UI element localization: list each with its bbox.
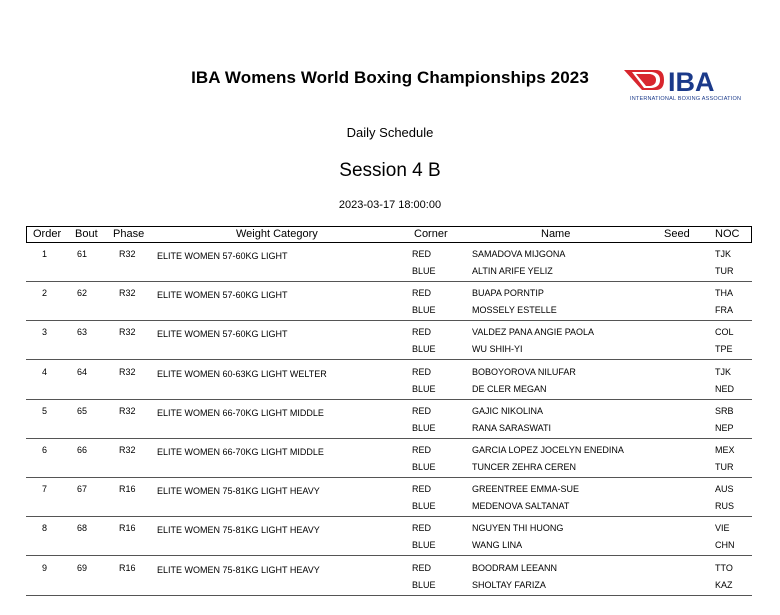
table-row (26, 440, 752, 478)
cell-name-red: GAJIC NIKOLINA (472, 405, 544, 416)
cell-order: 2 (42, 288, 48, 299)
cell-corner-blue: BLUE (412, 266, 436, 276)
cell-noc-red: VIE (715, 523, 730, 534)
cell-noc-blue: TUR (715, 462, 734, 472)
cell-bout: 69 (77, 562, 88, 573)
cell-order: 7 (42, 484, 48, 495)
cell-noc-blue: KAZ (715, 579, 733, 590)
cell-name-red: BOBOYOROVA NILUFAR (472, 366, 576, 377)
cell-corner-blue: BLUE (412, 422, 436, 433)
cell-name-blue: MOSSELY ESTELLE (472, 305, 557, 316)
row-divider (26, 281, 752, 282)
cell-name-blue: MEDENOVA SALTANAT (472, 501, 570, 512)
cell-corner-blue: BLUE (412, 540, 436, 551)
cell-corner-blue: BLUE (412, 501, 436, 512)
row-divider (26, 438, 752, 439)
cell-phase: R32 (119, 327, 136, 338)
header-weight-category: Weight Category (236, 228, 318, 240)
iba-logo-mark-icon (622, 66, 750, 98)
cell-corner-red: RED (412, 523, 432, 534)
cell-name-red: NGUYEN THI HUONG (472, 523, 564, 534)
table-row (26, 322, 752, 360)
row-divider (26, 477, 752, 478)
cell-name-blue: RANA SARASWATI (472, 422, 552, 433)
cell-noc-blue: CHN (715, 540, 735, 551)
table-row (26, 283, 752, 321)
cell-noc-red: COL (715, 327, 734, 338)
header-noc: NOC (715, 228, 740, 240)
header-phase: Phase (113, 228, 145, 240)
cell-corner-red: RED (412, 288, 432, 299)
logo-text: IBA (668, 67, 715, 97)
cell-noc-blue: TPE (715, 344, 733, 355)
cell-corner-red: RED (412, 562, 432, 573)
cell-order: 3 (42, 327, 48, 338)
cell-corner-red: RED (412, 249, 432, 259)
row-divider (26, 359, 752, 360)
cell-phase: R16 (119, 562, 136, 573)
session-datetime: 2023-03-17 18:00:00 (338, 199, 442, 211)
cell-phase: R32 (119, 445, 136, 455)
cell-corner-blue: BLUE (412, 462, 436, 472)
cell-name-blue: TUNCER ZEHRA CEREN (472, 462, 577, 472)
cell-noc-red: MEX (715, 445, 735, 455)
cell-phase: R32 (119, 366, 136, 377)
cell-noc-red: THA (715, 288, 733, 299)
cell-noc-red: TTO (715, 562, 733, 573)
cell-corner-blue: BLUE (412, 579, 436, 590)
cell-bout: 62 (77, 288, 88, 299)
page-title: IBA Womens World Boxing Championships 2023 (191, 68, 589, 87)
cell-phase: R32 (119, 288, 136, 299)
row-divider (26, 399, 752, 400)
cell-name-red: BUAPA PORNTIP (472, 288, 544, 299)
cell-name-red: SAMADOVA MIJGONA (472, 249, 566, 259)
header-name: Name (541, 228, 571, 240)
session-title: Session 4 B (339, 160, 441, 181)
table-row (26, 401, 752, 439)
cell-weight-category: ELITE WOMEN 75-81KG LIGHT HEAVY (157, 486, 320, 497)
cell-corner-blue: BLUE (412, 383, 436, 394)
cell-bout: 64 (77, 366, 88, 377)
cell-name-red: BOODRAM LEEANN (472, 562, 558, 573)
cell-weight-category: ELITE WOMEN 66-70KG LIGHT MIDDLE (157, 447, 324, 457)
cell-noc-blue: RUS (715, 501, 735, 512)
cell-order: 8 (42, 523, 48, 534)
cell-weight-category: ELITE WOMEN 57-60KG LIGHT (157, 290, 288, 301)
cell-name-red: VALDEZ PANA ANGIE PAOLA (472, 327, 595, 338)
cell-order: 6 (42, 445, 48, 455)
table-header (26, 226, 752, 243)
cell-corner-red: RED (412, 405, 432, 416)
cell-order: 9 (42, 562, 48, 573)
cell-name-blue: ALTIN ARIFE YELIZ (472, 266, 553, 276)
cell-corner-red: RED (412, 327, 432, 338)
row-divider (26, 555, 752, 556)
cell-name-red: GARCIA LOPEZ JOCELYN ENEDINA (472, 445, 624, 455)
cell-noc-blue: TUR (715, 266, 734, 276)
cell-phase: R32 (119, 249, 136, 259)
cell-bout: 67 (77, 484, 88, 495)
header-bout: Bout (75, 228, 98, 240)
table-row (26, 479, 752, 517)
cell-noc-blue: NED (715, 383, 735, 394)
cell-noc-red: AUS (715, 484, 734, 495)
row-divider (26, 320, 752, 321)
cell-name-blue: SHOLTAY FARIZA (472, 579, 546, 590)
table-row (26, 362, 752, 400)
cell-weight-category: ELITE WOMEN 57-60KG LIGHT (157, 251, 288, 261)
cell-corner-red: RED (412, 484, 432, 495)
cell-weight-category: ELITE WOMEN 57-60KG LIGHT (157, 329, 288, 340)
cell-bout: 68 (77, 523, 88, 534)
logo-caption: INTERNATIONAL BOXING ASSOCIATION (630, 96, 742, 102)
header-corner: Corner (414, 228, 448, 240)
cell-order: 4 (42, 366, 48, 377)
cell-weight-category: ELITE WOMEN 75-81KG LIGHT HEAVY (157, 525, 320, 536)
cell-order: 5 (42, 405, 48, 416)
table-row (26, 518, 752, 556)
cell-name-blue: WANG LINA (472, 540, 523, 551)
page-subtitle: Daily Schedule (346, 125, 434, 140)
cell-corner-blue: BLUE (412, 305, 436, 316)
table-row (26, 244, 752, 282)
cell-noc-blue: FRA (715, 305, 733, 316)
cell-bout: 66 (77, 445, 88, 455)
table-row (26, 558, 752, 596)
cell-corner-blue: BLUE (412, 344, 436, 355)
cell-weight-category: ELITE WOMEN 60-63KG LIGHT WELTER (157, 368, 327, 379)
cell-noc-blue: NEP (715, 422, 734, 433)
row-divider (26, 516, 752, 517)
header-seed: Seed (664, 228, 690, 240)
header-order: Order (33, 228, 62, 240)
cell-order: 1 (42, 249, 48, 259)
cell-bout: 65 (77, 405, 88, 416)
cell-name-blue: DE CLER MEGAN (472, 383, 547, 394)
cell-phase: R16 (119, 484, 136, 495)
row-divider (26, 595, 752, 596)
cell-weight-category: ELITE WOMEN 75-81KG LIGHT HEAVY (157, 564, 320, 575)
cell-bout: 63 (77, 327, 88, 338)
cell-corner-red: RED (412, 445, 432, 455)
cell-phase: R16 (119, 523, 136, 534)
cell-noc-red: TJK (715, 249, 732, 259)
cell-bout: 61 (77, 249, 88, 259)
cell-name-blue: WU SHIH-YI (472, 344, 523, 355)
cell-phase: R32 (119, 405, 136, 416)
cell-name-red: GREENTREE EMMA-SUE (472, 484, 580, 495)
cell-noc-red: TJK (715, 366, 732, 377)
cell-corner-red: RED (412, 366, 432, 377)
cell-noc-red: SRB (715, 405, 734, 416)
cell-weight-category: ELITE WOMEN 66-70KG LIGHT MIDDLE (157, 407, 324, 418)
